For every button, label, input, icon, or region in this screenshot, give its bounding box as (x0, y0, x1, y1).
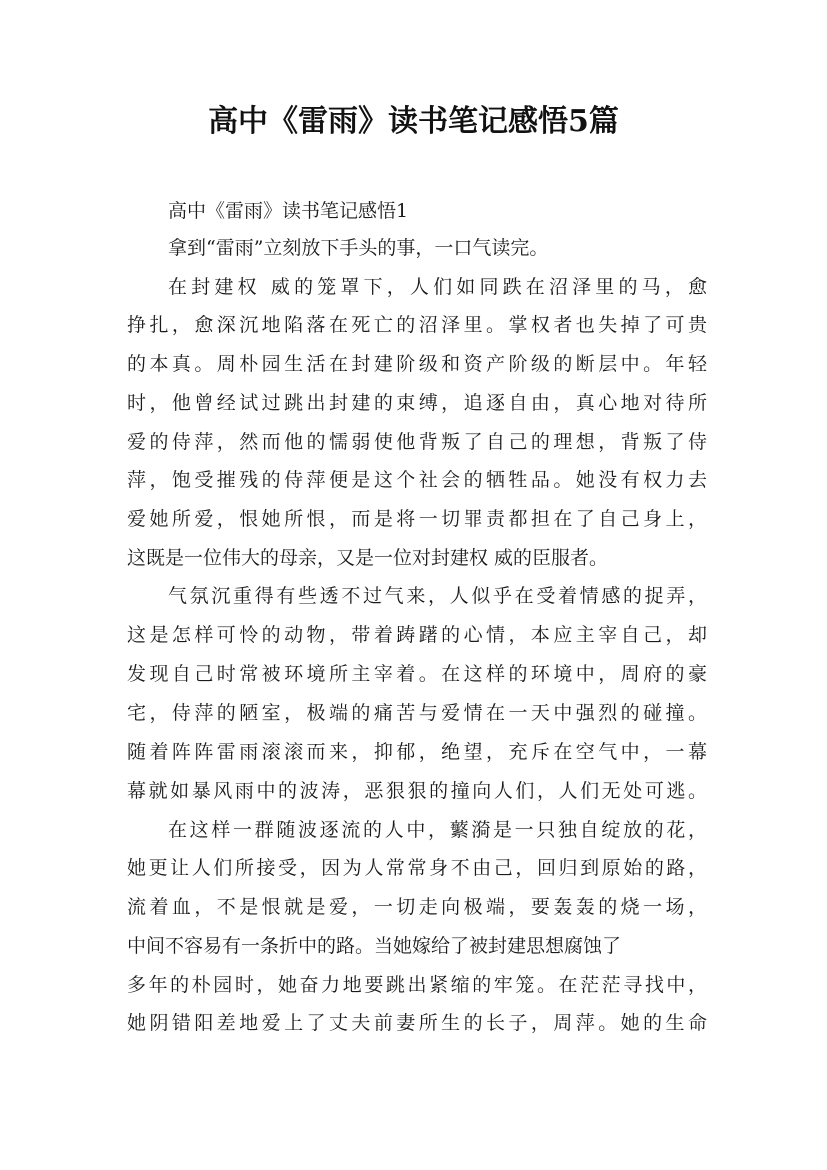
text-line: 爱的侍萍，然而他的懦弱使他背叛了自己的理想，背叛了侍 (127, 431, 707, 453)
text-line: 萍，饱受摧残的侍萍便是这个社会的牺牲品。她没有权力去 (127, 469, 707, 491)
text-line: 这是怎样可怜的动物，带着踌躇的心情，本应主宰自己，却 (127, 624, 707, 646)
text-line: 随着阵阵雷雨滚滚而来，抑郁，绝望，充斥在空气中，一幕 (127, 741, 707, 763)
text-line: 流着血，不是恨就是爱，一切走向极端，要轰轰的烧一场， (127, 896, 707, 918)
text-line: 这既是一位伟大的母亲，又是一位对封建权 威的臣服者。 (127, 547, 609, 569)
text-line: 中间不容易有一条折中的路。当她嫁给了被封建思想腐蚀了 (127, 935, 622, 957)
text-line: 气氛沉重得有些透不过气来，人似乎在受着情感的捉弄， (168, 585, 707, 607)
text-line: 她更让人们所接受，因为人常常身不由己，回归到原始的路， (127, 857, 707, 879)
text-line: 发现自己时常被环境所主宰着。在这样的环境中，周府的豪 (127, 663, 707, 685)
text-line: 在封建权 威的笼罩下，人们如同跌在沼泽里的马，愈 (168, 276, 707, 298)
text-line: 爱她所爱，恨她所恨，而是将一切罪责都担在了自己身上， (127, 508, 707, 530)
text-line: 她阴错阳差地爱上了丈夫前妻所生的长子，周萍。她的生命 (127, 1012, 707, 1034)
text-line: 幕就如暴风雨中的波涛，恶狠狠的撞向人们，人们无处可逃。 (127, 780, 707, 802)
text-line: 拿到“雷雨”立刻放下手头的事，一口气读完。 (168, 237, 549, 259)
section-heading: 高中《雷雨》读书笔记感悟1 (168, 200, 409, 222)
text-line: 挣扎，愈深沉地陷落在死亡的沼泽里。掌权者也失掉了可贵 (127, 314, 707, 336)
document-title: 高中《雷雨》读书笔记感悟5篇 (208, 104, 619, 139)
text-line: 在这样一群随波逐流的人中，蘩漪是一只独自绽放的花， (168, 819, 707, 841)
text-line: 宅，侍萍的陋室，极端的痛苦与爱情在一天中强烈的碰撞。 (127, 702, 707, 724)
text-line: 的本真。周朴园生活在封建阶级和资产阶级的断层中。年轻 (127, 353, 707, 375)
text-line: 时，他曾经试过跳出封建的束缚，追逐自由，真心地对待所 (127, 392, 707, 414)
text-line: 多年的朴园时，她奋力地要跳出紧缩的牢笼。在茫茫寻找中， (127, 974, 707, 996)
